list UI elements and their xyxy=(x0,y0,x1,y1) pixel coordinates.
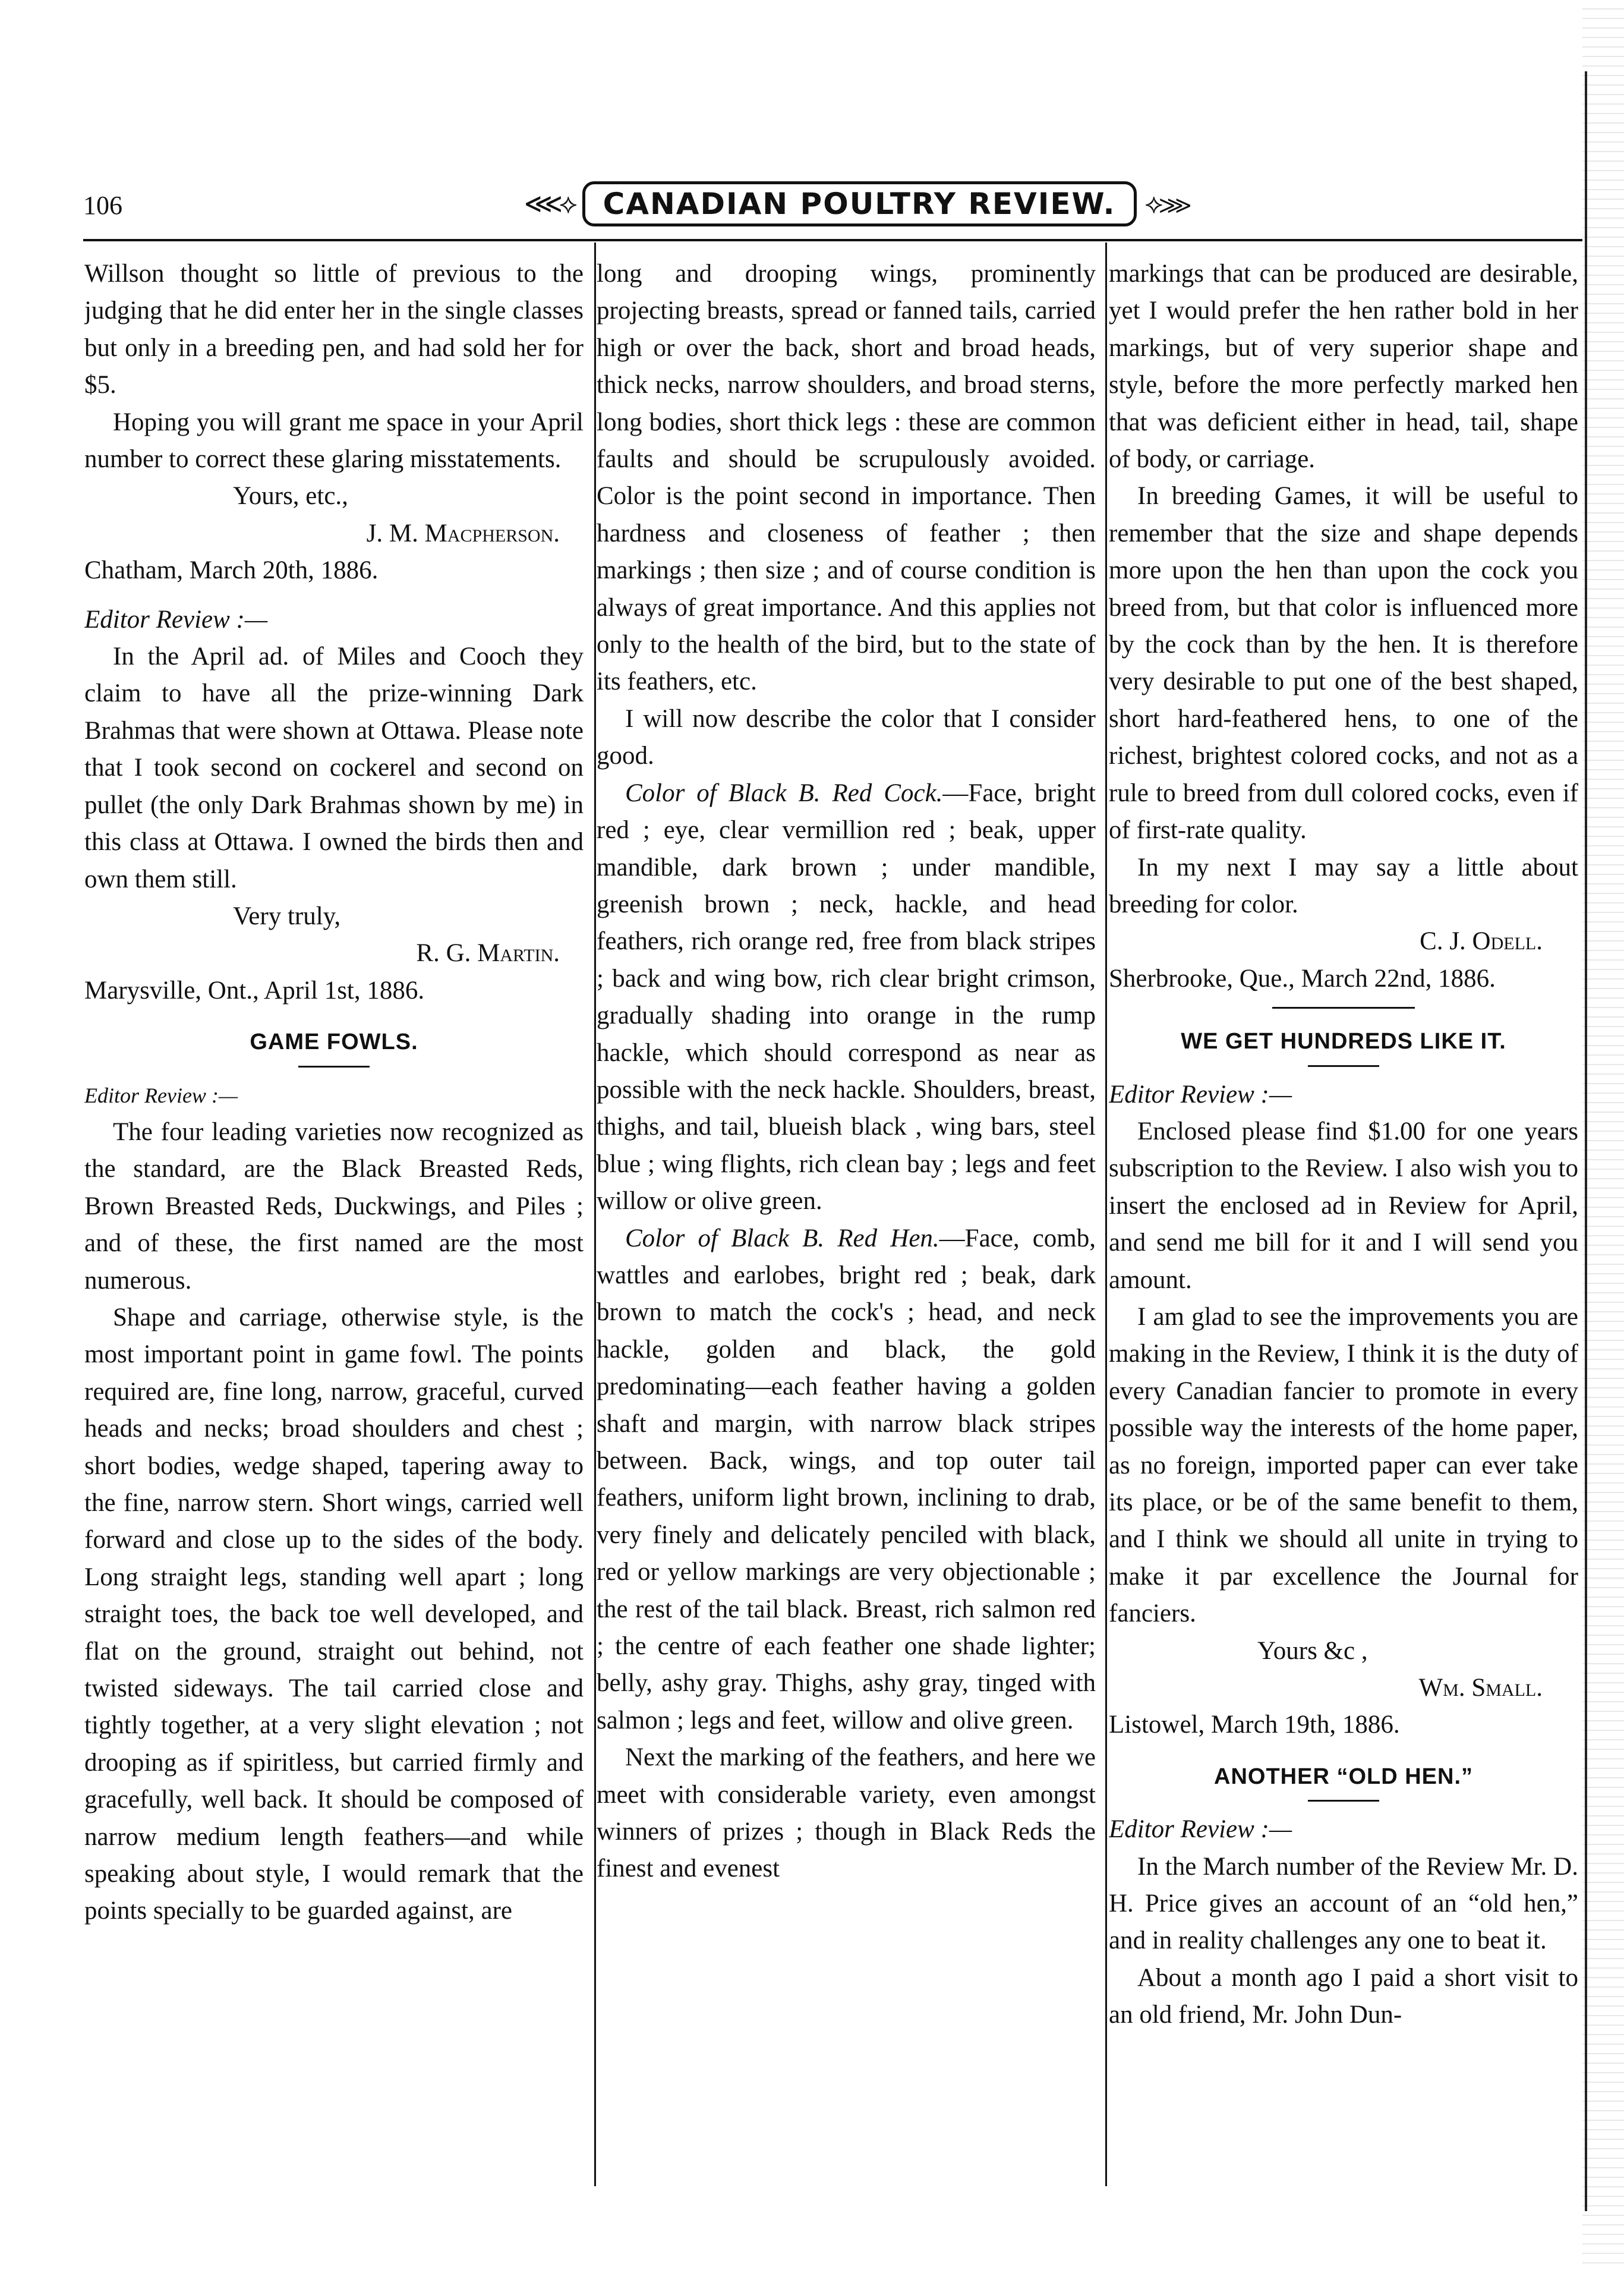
col1-editor-salutation-2: Editor Review :— xyxy=(84,1083,238,1107)
col3-editor-salutation-2: Editor Review :— xyxy=(1109,1815,1292,1844)
scan-edge-line xyxy=(1585,71,1587,2211)
col2-paragraph-1: long and drooping wings, prominently projecting breasts, spread or fanned tails, carried high or over the back, short and broad heads, thick necks, narrow shoulders, and broad sterns, long bodies, short thick legs : these are common faults and should be scrupulously avoided. Color is the point second in importance. Then hardness and closeness of feather ; then markings ; then size ; and of course condition is always of great importance. And this applies not only to the health of the bird, but to the state of its feathers, etc. xyxy=(597,260,1096,696)
col2-paragraph-4 xyxy=(597,1220,1096,1740)
heading-rule-2 xyxy=(1308,1065,1379,1067)
heading-rule-3 xyxy=(1308,1800,1379,1802)
section-rule-1 xyxy=(1272,1007,1415,1009)
col3-signature-2: Wm. Small. xyxy=(1418,1674,1543,1702)
col1-paragraph-3: In the April ad. of Miles and Cooch they claim to have all the prize-winning Dark Brahmas that were shown at Ottawa. Please note that I took second on cockerel and second on pullet (the only Dark Brahmas shown by me) in this class at Ottawa. I owned the birds then and own them still. xyxy=(84,643,584,893)
left-ornament-icon: ⋘⟡ xyxy=(524,188,574,219)
heading-old-hen: ANOTHER “OLD HEN.” xyxy=(1214,1764,1473,1789)
col1-closing-2: Very truly, xyxy=(233,902,341,930)
col3-paragraph-4: Enclosed please find $1.00 for one years subscription to the Review. I also wish you to insert the enclosed ad in Review for April, and send me bill for it and I will send you amount. xyxy=(1109,1117,1578,1294)
masthead xyxy=(524,171,1188,237)
col3-paragraph-2: In breeding Games, it will be useful to remember that the size and shape depends more upon the hen than upon the cock you breed from, but that color is influenced more by the cock than by the hen. It is therefore very desirable to put one of the best shaped, short hard-feathered hens, to one of the richest, brightest colored cocks, and not as a rule to breed from dull colored cocks, even if of first-rate quality. xyxy=(1109,482,1578,845)
col1-signature-2: R. G. Martin. xyxy=(416,939,560,968)
column-1 xyxy=(84,256,584,2181)
column-divider-1 xyxy=(594,243,596,2186)
col1-editor-salutation-1: Editor Review :— xyxy=(84,605,268,634)
col3-paragraph-7: About a month ago I paid a short visit to an old friend, Mr. John Dun- xyxy=(1109,1963,1578,2029)
col2-hen-lead: Color of Black B. Red Hen. xyxy=(625,1224,939,1252)
heading-rule xyxy=(298,1066,370,1068)
heading-hundreds: WE GET HUNDREDS LIKE IT. xyxy=(1181,1029,1506,1054)
col3-paragraph-3: In my next I may say a little about breeding for color. xyxy=(1109,853,1578,918)
col3-paragraph-5: I am glad to see the improvements you are making in the Review, I think it is the duty of every Canadian fancier to promote in every possible way the interests of the home paper, as no foreign, imported paper can ever take its place, or be of the same benefit to them, and I think we should all unite in trying to make it par excellence the Journal for fanciers. xyxy=(1109,1302,1578,1628)
page-number: 106 xyxy=(83,191,122,220)
header-rule xyxy=(83,239,1587,241)
col2-hen-text: —Face, comb, wattles and earlobes, bright red ; beak, dark brown to match the cock's ; head, and neck hackle, golden and black, the gold predominating—each feather having a golden shaft and margin, with narrow black stripes between. Back, wings, and top outer tail feathers, uniform light brown, inclining to drab, very finely and delicately penciled with black, red or yellow markings are very objectionable ; the rest of the tail black. Breast, rich salmon red ; the centre of each feather one shade lighter; belly, ashy gray. Thighs, ashy gray, tinged with salmon ; legs and feet, willow and olive green. xyxy=(597,1224,1096,1734)
col2-paragraph-2: I will now describe the color that I consider good. xyxy=(597,704,1096,770)
col1-paragraph-1: Willson thought so little of previous to the judging that he did enter her in the single classes but only in a breeding pen, and had sold her for $5. xyxy=(84,260,584,399)
scan-edge xyxy=(1582,0,1624,2270)
column-3 xyxy=(1109,256,1578,2181)
col2-cock-lead: Color of Black B. Red Cock. xyxy=(625,779,943,807)
col1-paragraph-5: Shape and carriage, otherwise style, is the most important point in game fowl. The points required are, fine long, narrow, graceful, curved heads and necks; broad shoulders and chest ; short bodies, wedge shaped, tapering away to the fine, narrow stern. Short wings, carried well forward and close up to the sides of the body. Long straight legs, standing well apart ; long straight toes, the back toe well developed, and flat on the ground, straight out behind, not twisted sideways. The tail carried close and tightly together, at a very slight elevation ; not drooping as if spiritless, but carried firmly and gracefully, well back. It should be composed of narrow medium length feathers—and while speaking about style, I would remark that the points specially to be guarded against, are xyxy=(84,1303,584,1925)
masthead-title: CANADIAN POULTRY REVIEW. xyxy=(582,181,1137,226)
column-2 xyxy=(597,256,1096,2181)
col1-paragraph-4: The four leading varieties now recognized as the standard, are the Black Breasted Reds, Brown Breasted Reds, Duckwings, and Piles ; and of these, the first named are the most numerous. xyxy=(84,1117,584,1295)
col1-dateline-1: Chatham, March 20th, 1886. xyxy=(84,556,379,585)
heading-game-fowls: GAME FOWLS. xyxy=(250,1029,418,1055)
col2-paragraph-3 xyxy=(597,775,1096,1220)
right-ornament-icon: ⟡⋙ xyxy=(1144,188,1188,219)
col3-closing: Yours &c , xyxy=(1257,1636,1368,1665)
col3-signature-1: C. J. Odell. xyxy=(1420,927,1543,956)
col1-closing-1: Yours, etc., xyxy=(233,482,348,511)
column-divider-2 xyxy=(1105,243,1107,2186)
col2-cock-text: —Face, bright red ; eye, clear vermillion red ; beak, upper mandible, dark brown ; under mandible, greenish brown ; neck, hackle, and head feathers, rich orange red, free from black stripes ; back and wing bow, rich clear bright crimson, gradually shading into orange in the rump hackle, which should correspond as near as possible with the neck hackle. Shoulders, breast, thighs, and tail, blueish black , wing bars, steel blue ; wing flights, rich clean bay ; legs and feet willow or olive green. xyxy=(597,779,1096,1216)
col3-dateline-2: Listowel, March 19th, 1886. xyxy=(1109,1711,1400,1739)
col3-paragraph-1: markings that can be produced are desirable, yet I would prefer the hen rather bold in her markings, but of very superior shape and style, before the more perfectly marked hen that was deficient either in head, tail, shape of body, or carriage. xyxy=(1109,260,1578,474)
col1-dateline-2: Marysville, Ont., April 1st, 1886. xyxy=(84,976,425,1005)
col1-paragraph-2: Hoping you will grant me space in your April number to correct these glaring misstatements. xyxy=(84,408,584,474)
col3-editor-salutation-1: Editor Review :— xyxy=(1109,1080,1292,1109)
col1-signature-1: J. M. Macpherson. xyxy=(366,519,560,547)
col3-paragraph-6: In the March number of the Review Mr. D. H. Price gives an account of an “old hen,” and in reality challenges any one to beat it. xyxy=(1109,1852,1578,1955)
col2-paragraph-5: Next the marking of the feathers, and here we meet with considerable variety, even amongst winners of prizes ; though in Black Reds the finest and evenest xyxy=(597,1743,1096,1883)
col3-dateline-1: Sherbrooke, Que., March 22nd, 1886. xyxy=(1109,964,1496,993)
